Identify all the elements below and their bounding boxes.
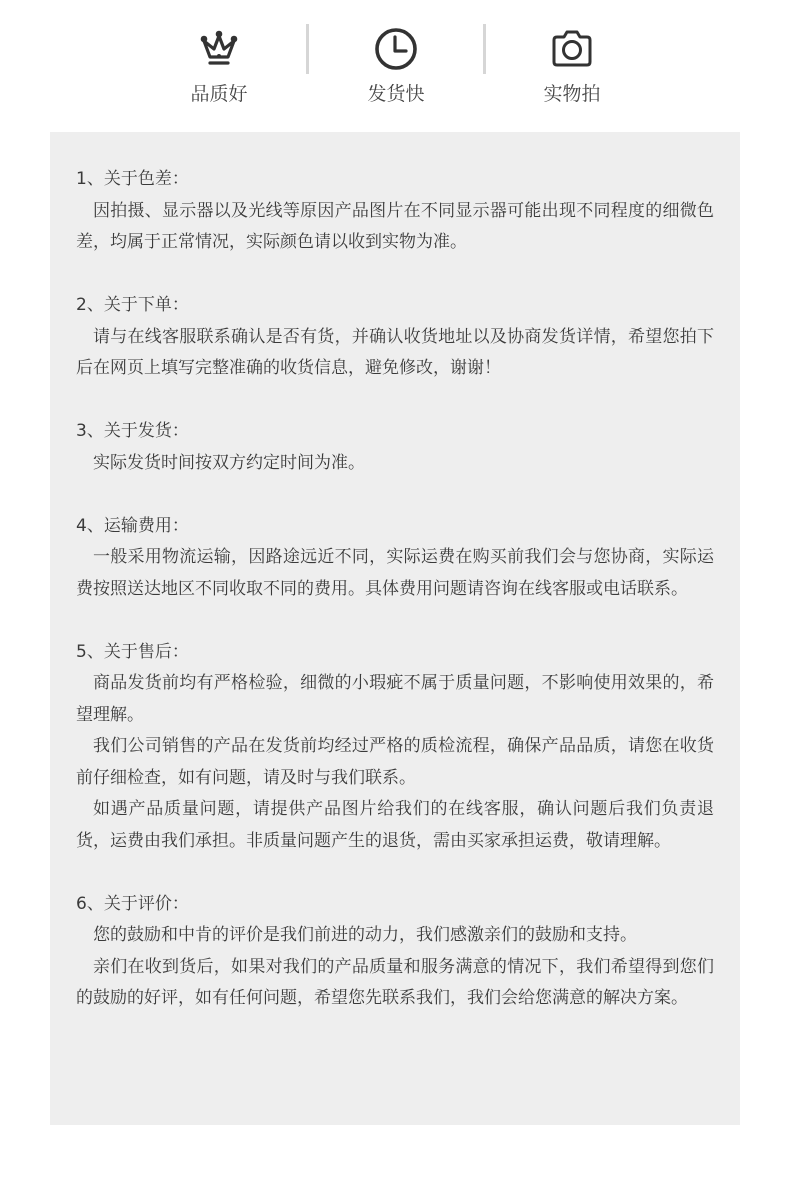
section-heading: 2、关于下单： [76,295,189,315]
notice-section-freight [76,511,714,606]
feature-quality [149,26,289,106]
section-paragraph: 我们公司销售的产品在发货前均经过严格的质检流程，确保产品品质，请您在收货前仔细检查，如有问题，请及时与我们联系。 [76,736,714,788]
section-paragraph: 实际发货时间按双方约定时间为准。 [93,452,365,473]
section-paragraph: 您的鼓励和中肯的评价是我们前进的动力，我们感激亲们的鼓励和支持。 [93,925,637,945]
section-paragraph: 因拍摄、显示器以及光线等原因产品图片在不同显示器可能出现不同程度的细微色差，均属于正常情况，实际颜色请以收到实物为准。 [76,200,714,252]
notice-section-color [76,164,714,259]
section-paragraph: 亲们在收到货后，如果对我们的产品质量和服务满意的情况下，我们希望得到您们的鼓励的好评，如有任何问题，希望您先联系我们，我们会给您满意的解决方案。 [76,956,714,1008]
clock-icon [373,26,419,72]
section-heading: 5、关于售后： [76,641,189,662]
feature-label: 发货快 [367,83,425,105]
section-heading: 6、关于评价： [76,893,189,914]
feature-photo [502,26,642,106]
section-paragraph: 商品发货前均有严格检验，细微的小瑕疵不属于质量问题，不影响使用效果的，希望理解。 [76,673,714,725]
notice-section-order [76,290,714,385]
section-heading: 3、关于发货： [76,421,189,441]
section-paragraph: 如遇产品质量问题，请提供产品图片给我们的在线客服，确认问题后我们负责退货，运费由我们承担。非质量问题产生的退货，需由买家承担运费，敬请理解。 [76,799,714,851]
crown-icon [196,26,242,72]
feature-label: 实物拍 [543,83,601,105]
section-heading: 1、关于色差： [76,169,189,189]
divider [483,24,486,74]
section-heading: 4、运输费用： [76,515,189,536]
section-paragraph: 请与在线客服联系确认是否有货，并确认收货地址以及协商发货详情，希望您拍下后在网页上填写完整准确的收货信息，避免修改，谢谢！ [76,326,714,378]
feature-shipping [326,26,466,106]
feature-label: 品质好 [190,83,248,105]
notice-section-shipping [76,416,714,479]
notice-section-reviews [76,889,714,1015]
feature-bar [0,0,790,130]
camera-icon [549,26,595,72]
divider [306,24,309,74]
section-paragraph: 一般采用物流运输，因路途远近不同，实际运费在购买前我们会与您协商，实际运费按照送达地区不同收取不同的费用。具体费用问题请咨询在线客服或电话联系。 [76,547,714,599]
notice-section-after-sales [76,637,714,858]
purchase-notice-panel [50,132,740,1125]
